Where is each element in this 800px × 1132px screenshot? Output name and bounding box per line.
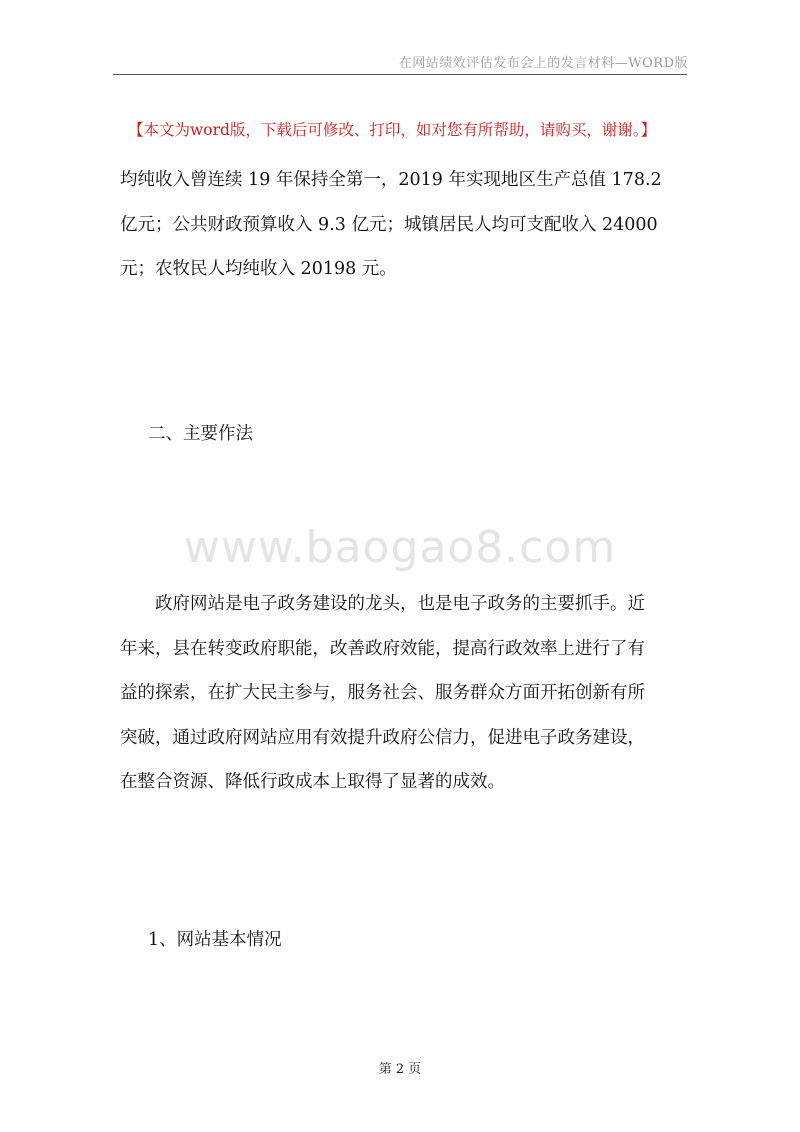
- section-heading-main-practices: 二、主要作法: [148, 424, 253, 444]
- paragraph-line: 均纯收入曾连续 19 年保持全第一，2019 年实现地区生产总值 178.2: [120, 170, 662, 190]
- paragraph-line: 年来，县在转变政府职能，改善政府效能，提高行政效率上进行了有: [120, 638, 645, 659]
- body-paragraph-2: [120, 582, 688, 805]
- paragraph-line: 突破，通过政府网站应用有效提升政府公信力，促进电子政务建设，: [120, 727, 645, 748]
- paragraph-line: 元；农牧民人均纯收入 20198 元。: [120, 259, 397, 279]
- paragraph-line: 政府网站是电子政务建设的龙头，也是电子政务的主要抓手。近: [120, 594, 645, 614]
- paragraph-line: 亿元；公共财政预算收入 9.3 亿元；城镇居民人均可支配收入 24000: [120, 214, 658, 235]
- section-heading-website-overview: 1、网站基本情况: [148, 930, 282, 950]
- paragraph-line: 在整合资源、降低行政成本上取得了显著的成效。: [120, 772, 505, 792]
- purchase-notice: 【本文为word版，下载后可修改、打印，如对您有所帮助，请购买，谢谢。】: [128, 121, 657, 139]
- page-number: 第 2 页: [378, 1062, 422, 1077]
- paragraph-line: 益的探索，在扩大民主参与，服务社会、服务群众方面开拓创新有所: [120, 683, 645, 703]
- body-paragraph-1: [120, 158, 688, 292]
- watermark: www.baogao8.com: [183, 522, 617, 573]
- header-divider: [113, 74, 687, 75]
- running-header: 在网站绩效评估发布会上的发言材料—WORD版: [398, 56, 688, 71]
